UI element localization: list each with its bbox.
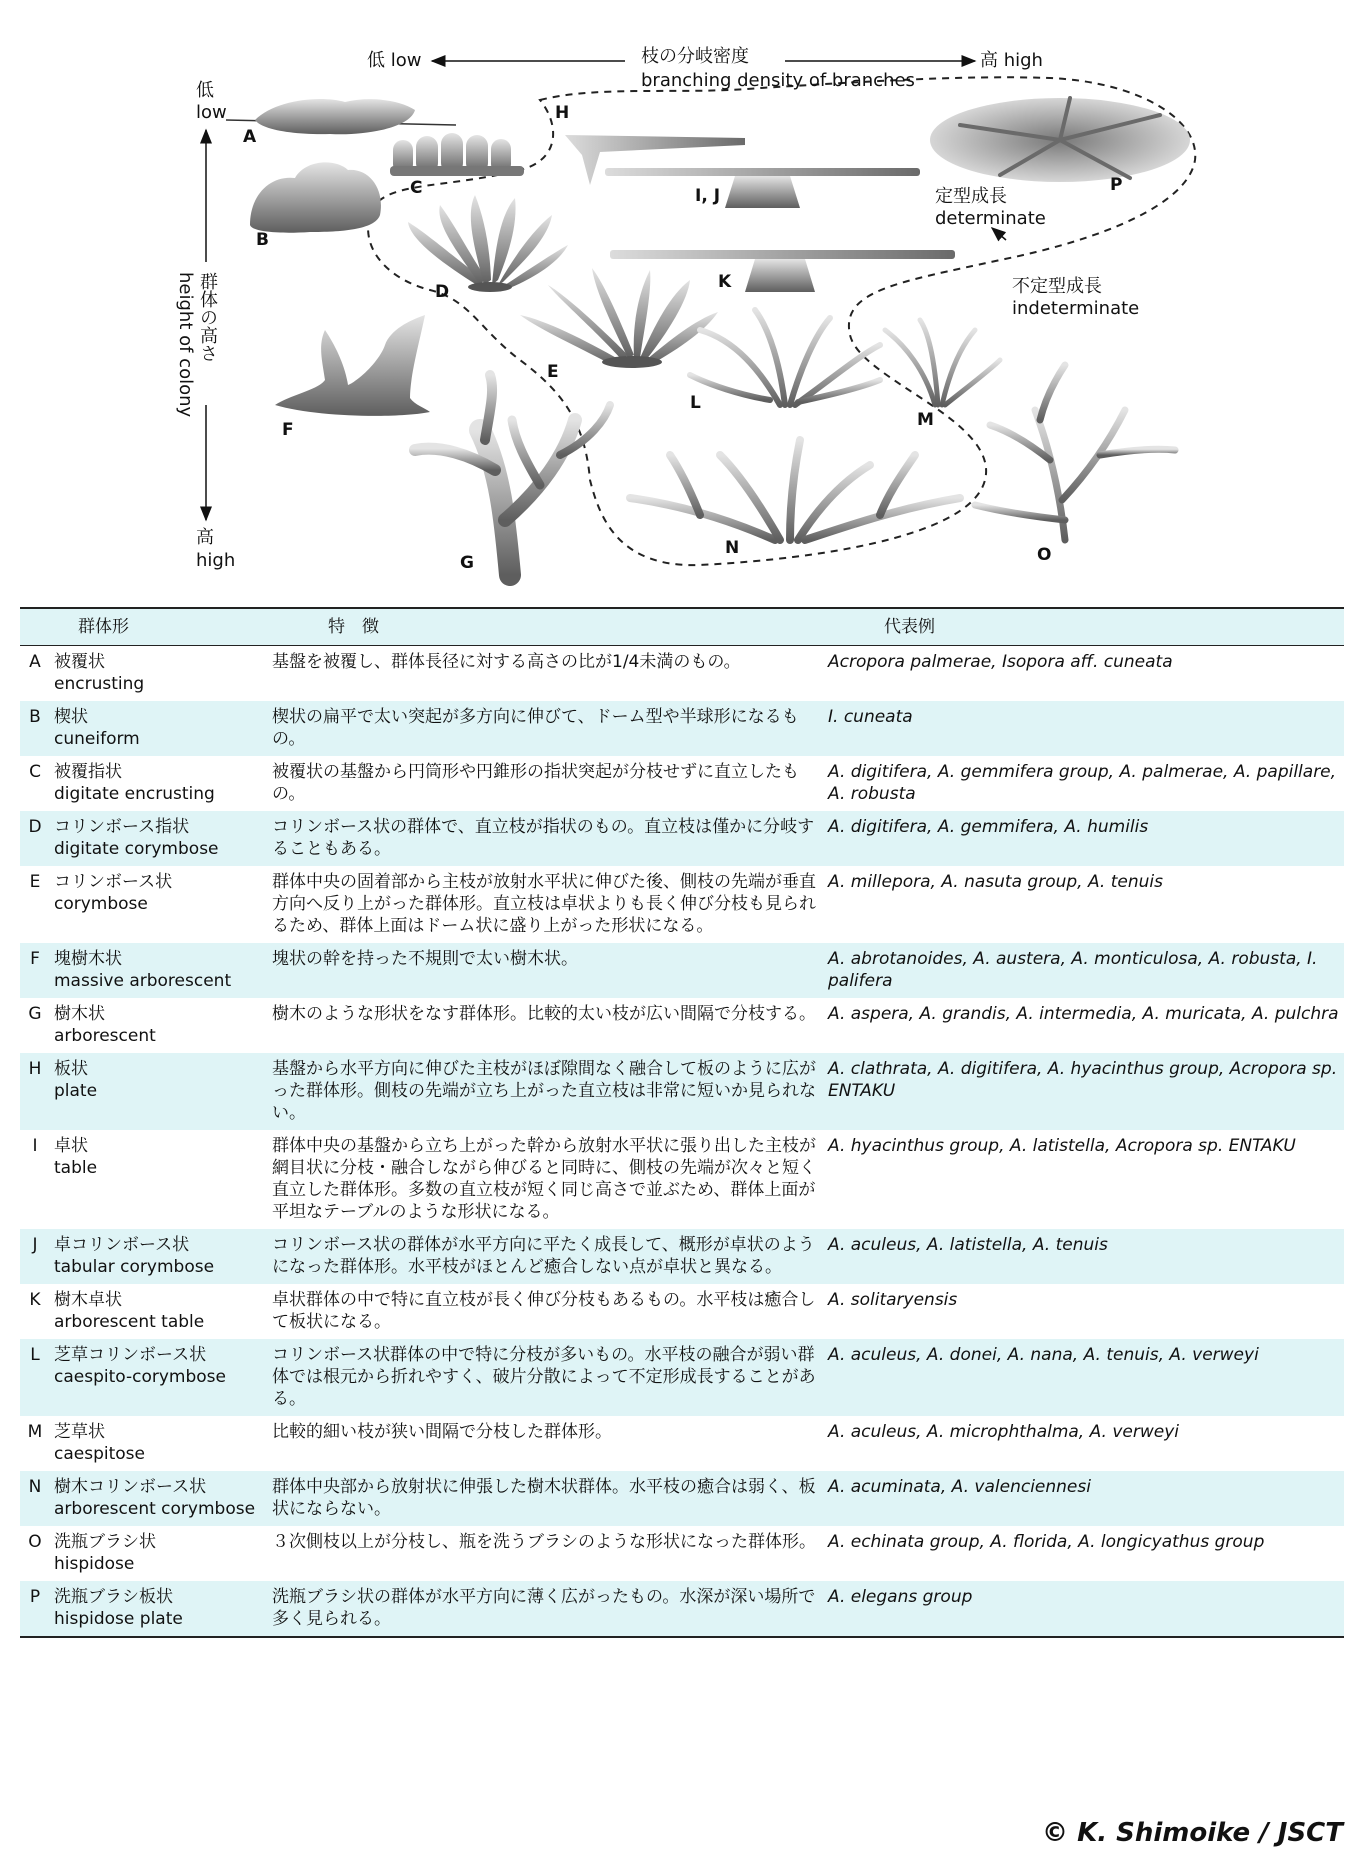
- header-form: 群体形: [20, 608, 268, 646]
- shape-letter-IJ: I, J: [695, 186, 721, 206]
- density-low-label: 低 low: [367, 50, 422, 71]
- row-form-name: [50, 811, 268, 866]
- row-letter: F: [20, 943, 50, 998]
- table-row: [20, 701, 1344, 756]
- row-letter: H: [20, 1053, 50, 1130]
- row-examples: A. hyacinthus group, A. latistella, Acropora sp. ENTAKU: [828, 1136, 1296, 1156]
- row-examples: A. acuminata, A. valenciennesi: [824, 1471, 1344, 1526]
- form-name-en: plate: [54, 1081, 98, 1101]
- row-feature: 塊状の幹を持った不規則で太い樹木状。: [268, 943, 824, 998]
- row-examples: A. digitifera, A. gemmifera group, A. palmerae, A. papillare, A. robusta: [828, 762, 1337, 804]
- table-row: [20, 1339, 1344, 1416]
- table-row: [20, 1581, 1344, 1637]
- form-name-en: table: [54, 1158, 98, 1178]
- height-high-jp: 高: [196, 527, 214, 548]
- row-feature: 群体中央部から放射状に伸張した樹木状群体。水平枝の癒合は弱く、板状にならない。: [268, 1471, 824, 1526]
- row-examples: A. solitaryensis: [828, 1290, 958, 1310]
- row-letter: B: [20, 701, 50, 756]
- form-name-jp: 卓状: [54, 1136, 88, 1156]
- height-low-en: low: [196, 102, 227, 123]
- row-examples: A. millepora, A. nasuta group, A. tenuis: [828, 872, 1163, 892]
- shape-F-massive-arborescent: [275, 315, 430, 416]
- form-name-jp: 洗瓶ブラシ状: [54, 1532, 156, 1552]
- form-name-jp: コリンボース指状: [54, 817, 190, 837]
- row-letter: I: [32, 1136, 38, 1156]
- row-form-name: [50, 1581, 268, 1637]
- form-name-jp: 楔状: [54, 707, 88, 727]
- row-feature: 洗瓶ブラシ状の群体が水平方向に薄く広がったもの。水深が深い場所で多く見られる。: [268, 1581, 824, 1637]
- height-axis-jp: 群体の高さ: [197, 272, 218, 362]
- shape-K-arborescent-table: [610, 250, 955, 292]
- height-axis-en: height of colony: [175, 272, 196, 418]
- row-feature: 被覆状の基盤から円筒形や円錐形の指状突起が分枝せずに直立したもの。: [272, 762, 799, 804]
- row-examples: A. digitifera, A. gemmifera, A. humilis: [824, 811, 1344, 866]
- form-name-jp: 樹木状: [54, 1004, 105, 1024]
- table-header-row: [20, 608, 1344, 646]
- row-letter: D: [20, 811, 50, 866]
- shape-P-hispidose-plate: [930, 98, 1190, 182]
- row-examples: A. aculeus, A. microphthalma, A. verweyi: [828, 1422, 1180, 1442]
- row-letter: E: [29, 872, 41, 892]
- shape-O-hispidose: [975, 365, 1175, 540]
- shape-B-cuneiform: [250, 162, 381, 232]
- shape-H-plate: [565, 135, 745, 185]
- row-examples: A. abrotanoides, A. austera, A. monticulosa, A. robusta, I. palifera: [824, 943, 1344, 998]
- copyright: © K. Shimoike / JSCT: [1042, 1818, 1343, 1848]
- row-form-name: [50, 1339, 268, 1416]
- shape-C-digitate-encrusting: [390, 133, 524, 176]
- row-feature: 群体中央の固着部から主枝が放射水平状に伸びた後、側枝の先端が垂直方向へ反り上がった群体形。直立枝は卓状よりも長く伸び分枝も見られるため、群体上面はドーム状に盛り上がった形状になる。: [272, 872, 816, 936]
- indeterminate-jp: 不定型成長: [1012, 276, 1102, 297]
- row-feature: 卓状群体の中で特に直立枝が長く伸び分枝もあるもの。水平枝は癒合して板状になる。: [272, 1290, 816, 1332]
- form-name-en: arborescent: [54, 1026, 156, 1046]
- shape-letter-A: A: [243, 127, 257, 147]
- density-high-label: 高 high: [980, 50, 1043, 71]
- shape-letter-O: O: [1037, 545, 1052, 565]
- density-label-jp: 枝の分岐密度: [641, 46, 749, 67]
- row-feature: ３次側枝以上が分枝し、瓶を洗うブラシのような形状になった群体形。: [272, 1532, 816, 1552]
- row-letter: K: [29, 1290, 41, 1310]
- row-form-name: [50, 866, 268, 943]
- table-row: [20, 1053, 1344, 1130]
- row-letter: G: [28, 1004, 42, 1024]
- shape-letter-P: P: [1110, 175, 1123, 195]
- height-low-jp: 低: [196, 80, 214, 101]
- table-row: [20, 998, 1344, 1053]
- shape-letter-D: D: [435, 282, 450, 302]
- row-feature: 群体中央の基盤から立ち上がった幹から放射水平状に張り出した主枝が網目状に分枝・融合しながら伸びると同時に、側枝の先端が次々と短く直立した群体形。多数の直立枝が短く同じ高さで並ぶため、群体上面が平坦なテーブルのような形状になる。: [272, 1136, 816, 1222]
- row-letter: N: [20, 1471, 50, 1526]
- form-name-jp: 樹木卓状: [54, 1290, 122, 1310]
- form-name-en: arborescent corymbose: [54, 1499, 256, 1519]
- shape-letter-F: F: [282, 420, 294, 440]
- row-examples: Acropora palmerae, Isopora aff. cuneata: [828, 652, 1173, 672]
- shape-E-corymbose: [520, 268, 718, 368]
- form-name-jp: 卓コリンボース状: [54, 1235, 190, 1255]
- form-name-en: corymbose: [54, 894, 148, 914]
- table-row: [20, 866, 1344, 943]
- shape-letter-K: K: [718, 272, 732, 292]
- form-name-en: tabular corymbose: [54, 1257, 215, 1277]
- shape-A-encrusting: [226, 99, 456, 134]
- row-form-name: [50, 1526, 268, 1581]
- shape-letter-L: L: [690, 393, 701, 413]
- form-name-en: arborescent table: [54, 1312, 205, 1332]
- header-examples: 代表例: [824, 608, 1344, 646]
- table-row: [20, 943, 1344, 998]
- shape-letter-B: B: [256, 230, 269, 250]
- row-form-name: [50, 1284, 268, 1339]
- colony-form-diagram: [0, 0, 1361, 600]
- form-name-en: caespito-corymbose: [54, 1367, 226, 1387]
- form-name-en: caespitose: [54, 1444, 145, 1464]
- shape-L-caespito-corymbose: [690, 310, 880, 405]
- determinate-en: determinate: [935, 208, 1046, 229]
- height-high-en: high: [196, 550, 236, 571]
- shape-IJ-table: [605, 168, 920, 208]
- row-feature: 比較的細い枝が狭い間隔で分枝した群体形。: [272, 1422, 612, 1442]
- row-letter: M: [27, 1422, 43, 1442]
- shape-letter-C: C: [410, 178, 423, 198]
- form-name-jp: 芝草状: [54, 1422, 105, 1442]
- row-examples: A. aculeus, A. donei, A. nana, A. tenuis, A. verweyi: [824, 1339, 1344, 1416]
- row-examples: A. elegans group: [824, 1581, 1344, 1637]
- form-name-jp: 芝草コリンボース状: [54, 1345, 207, 1365]
- table-row: [20, 1416, 1344, 1471]
- row-letter: C: [29, 762, 41, 782]
- density-label-en: branching density of branches: [641, 70, 915, 91]
- table-row: [20, 756, 1344, 811]
- row-form-name: [50, 756, 268, 811]
- form-name-en: digitate corymbose: [54, 839, 219, 859]
- row-letter: O: [28, 1532, 42, 1552]
- row-form-name: [50, 1416, 268, 1471]
- form-name-en: cuneiform: [54, 729, 140, 749]
- row-form-name: [50, 943, 268, 998]
- shape-letter-H: H: [555, 103, 570, 123]
- shape-letter-G: G: [460, 553, 474, 573]
- shape-letter-N: N: [725, 538, 740, 558]
- row-examples: A. clathrata, A. digitifera, A. hyacinthus group, Acropora sp. ENTAKU: [824, 1053, 1344, 1130]
- shape-N-arborescent-corymbose: [630, 440, 960, 540]
- table-row: [20, 1130, 1344, 1229]
- row-letter: P: [20, 1581, 50, 1637]
- form-name-en: digitate encrusting: [54, 784, 215, 804]
- form-name-jp: コリンボース状: [54, 872, 173, 892]
- colony-form-table: [20, 607, 1344, 1638]
- shape-letter-E: E: [547, 362, 559, 382]
- row-letter: J: [20, 1229, 50, 1284]
- form-name-jp: 塊樹木状: [54, 949, 122, 969]
- form-name-jp: 被覆指状: [54, 762, 122, 782]
- shape-G-arborescent: [415, 375, 610, 575]
- row-feature: コリンボース状の群体で、直立枝が指状のもの。直立枝は僅かに分岐することもある。: [268, 811, 824, 866]
- row-feature: コリンボース状の群体が水平方向に平たく成長して、概形が卓状のようになった群体形。水平枝がほとんど癒合しない点が卓状と異なる。: [268, 1229, 824, 1284]
- table-body: [20, 646, 1344, 1638]
- form-name-jp: 被覆状: [54, 652, 105, 672]
- shape-D-digitate-corymbose: [408, 195, 568, 292]
- table-row: [20, 1284, 1344, 1339]
- form-name-en: hispidose plate: [54, 1609, 183, 1629]
- shape-M-caespitose: [885, 320, 1000, 405]
- table-row: [20, 646, 1344, 702]
- form-name-jp: 樹木コリンボース状: [54, 1477, 207, 1497]
- row-form-name: [50, 998, 268, 1053]
- table-row: [20, 1526, 1344, 1581]
- indeterminate-en: indeterminate: [1012, 298, 1140, 319]
- row-feature: 基盤から水平方向に伸びた主枝がほぼ隙間なく融合して板のように広がった群体形。側枝の先端が立ち上がった直立枝は非常に短いか見られない。: [268, 1053, 824, 1130]
- form-name-en: massive arborescent: [54, 971, 232, 991]
- row-form-name: [50, 1471, 268, 1526]
- form-name-jp: 板状: [54, 1059, 88, 1079]
- form-name-en: encrusting: [54, 674, 145, 694]
- row-form-name: [50, 646, 268, 702]
- row-feature: 楔状の扁平で太い突起が多方向に伸びて、ドーム型や半球形になるもの。: [268, 701, 824, 756]
- row-form-name: [50, 1053, 268, 1130]
- shape-letter-M: M: [917, 410, 934, 430]
- row-examples: A. echinata group, A. florida, A. longicyathus group: [828, 1532, 1265, 1552]
- row-letter: A: [29, 652, 41, 672]
- row-form-name: [50, 1229, 268, 1284]
- form-name-en: hispidose: [54, 1554, 135, 1574]
- table-row: [20, 1471, 1344, 1526]
- row-examples: A. aculeus, A. latistella, A. tenuis: [824, 1229, 1344, 1284]
- row-feature: コリンボース状群体の中で特に分枝が多いもの。水平枝の融合が弱い群体では根元から折れやすく、破片分散によって不定形成長することがある。: [268, 1339, 824, 1416]
- row-feature: 基盤を被覆し、群体長径に対する高さの比が1/4未満のもの。: [272, 652, 741, 672]
- row-form-name: [50, 1130, 268, 1229]
- row-examples: I. cuneata: [824, 701, 1344, 756]
- form-name-jp: 洗瓶ブラシ板状: [54, 1587, 173, 1607]
- row-form-name: [50, 701, 268, 756]
- row-examples: A. aspera, A. grandis, A. intermedia, A. muricata, A. pulchra: [828, 1004, 1339, 1024]
- row-letter: L: [20, 1339, 50, 1416]
- row-feature: 樹木のような形状をなす群体形。比較的太い枝が広い間隔で分枝する。: [272, 1004, 816, 1024]
- header-feature: 特 徴: [268, 608, 824, 646]
- determinate-jp: 定型成長: [935, 186, 1007, 207]
- table-row: [20, 1229, 1344, 1284]
- table-row: [20, 811, 1344, 866]
